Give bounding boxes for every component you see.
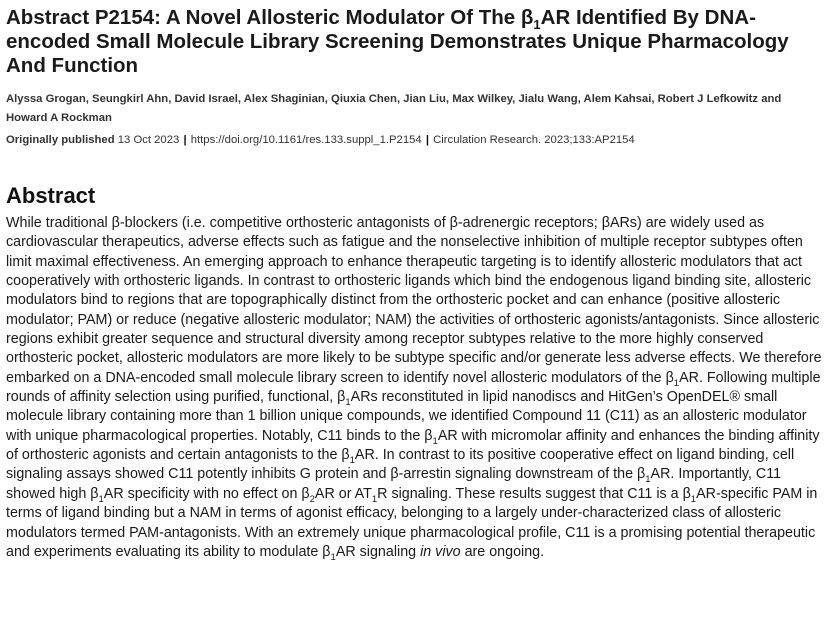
author-name[interactable]: Howard A Rockman <box>6 112 112 124</box>
article-title <box>6 6 821 78</box>
author-name[interactable]: Alex Shaginian <box>243 93 325 105</box>
subscript: 2 <box>309 493 315 505</box>
abstract-text: ARs reconstituted in lipid nanodiscs and HitGen’s OpenDEL® small molecule library containing more than 1 billion unique compounds, we identified Compound 11 (C11) as an allosteric modulator with unique pharmacological properties. Notably, C11 binds to the β <box>6 389 807 444</box>
author-list: Alyssa Grogan, Seungkirl Ahn, David Israel, Alex Shaginian, Qiuxia Chen, Jian Liu, Max Wilkey, Jialu Wang, Alem Kahsai, Robert J Lefkowitz and Howard A Rockman <box>6 93 782 124</box>
title-text-2: AR Identified By DNA-encoded Small Molecule Library Screening Demonstrates Unique Pharmacology And Function <box>6 6 789 77</box>
subscript: 1 <box>345 396 351 408</box>
title-subscript: 1 <box>533 17 541 33</box>
italic-text: in vivo <box>420 543 461 560</box>
author-name[interactable]: Jian Liu <box>403 93 446 105</box>
subscript: 1 <box>673 377 680 389</box>
subscript: 1 <box>432 435 438 447</box>
abstract-text: AR. Following multiple rounds of affinity selection using purified, functional, β <box>6 369 821 406</box>
published-date: 13 Oct 2023 <box>117 134 180 146</box>
abstract-text: AR with micromolar affinity and enhances the binding affinity of orthosteric agonists and certain antagonists to the β <box>6 427 820 464</box>
subscript: 1 <box>98 493 104 505</box>
author-name[interactable]: Jialu Wang <box>518 93 578 105</box>
author-name[interactable]: Robert J Lefkowitz <box>657 93 759 105</box>
title-text-1: Abstract P2154: A Novel Allosteric Modulator Of The β <box>6 6 534 29</box>
abstract-text: While traditional β-blockers (i.e. competitive orthosteric antagonists of β-adrenergic receptors; βARs) are widely used as cardiovascular therapeutics, adverse effects such as fatigue and the nonselective inhibition of multiple receptor subtypes often limit maximal effectiveness. An emerging approach to enhance therapeutic targeting is to identify allosteric modulators that act cooperatively with orthosteric ligands. In contrast to orthosteric ligands which bind the endogenous ligand binding site, allosteric modulators bind to regions that are topographically distinct from the orthosteric pocket and can enhance (positive allosteric modulator; PAM) or reduce (negative allosteric modulator; NAM) the activities of orthosteric agonists/antagonists. Since allosteric regions exhibit greater sequence and structural diversity among receptor subtypes relative to the more highly conserved orthosteric pocket, allosteric modulators are more likely to be subtype specific and/or generate less adverse effects. We therefore embarked on a DNA-encoded small molecule library screen to identify novel allosteric modulators of the β <box>6 215 822 386</box>
abstract-body <box>6 214 824 562</box>
abstract-text: R signaling. These results suggest that C11 is a β <box>377 485 691 502</box>
abstract-text: AR-specific PAM in terms of ligand binding but a NAM in terms of agonist efficacy, belonging to a largely under-characterized class of allosteric modulators termed PAM-antagonists. With an extremely unique pharmacological profile, C11 is a promising potential therapeutic and experiments evaluating its ability to modulate β <box>6 485 818 560</box>
subscript: 1 <box>330 551 336 563</box>
author-name[interactable]: David Israel <box>174 93 238 105</box>
abstract-text: AR or AT <box>314 485 372 502</box>
authors-joiner: and <box>761 93 782 105</box>
abstract-text: AR signaling <box>335 543 421 560</box>
publication-info <box>6 130 821 150</box>
subscript: 1 <box>645 474 651 486</box>
separator: | <box>183 134 187 146</box>
author-name[interactable]: Max Wilkey <box>452 93 513 105</box>
doi-link[interactable]: https://doi.org/10.1161/res.133.suppl_1.P2154 <box>190 134 422 146</box>
author-name[interactable]: Alyssa Grogan <box>6 93 86 105</box>
article-page <box>6 6 821 562</box>
author-name[interactable]: Seungkirl Ahn <box>92 93 169 105</box>
abstract-heading: Abstract <box>6 183 96 208</box>
published-label: Originally published <box>6 134 115 146</box>
abstract-text: AR specificity with no effect on β <box>103 485 310 502</box>
separator: | <box>425 134 429 146</box>
author-name[interactable]: Alem Kahsai <box>583 93 652 105</box>
abstract-text: are ongoing. <box>460 543 545 560</box>
abstract-text: AR. Importantly, C11 showed high β <box>6 466 782 502</box>
subscript: 1 <box>690 493 697 505</box>
author-name[interactable]: Qiuxia Chen <box>331 93 397 105</box>
subscript: 1 <box>349 454 355 466</box>
citation: Circulation Research. 2023;133:AP2154 <box>433 134 635 146</box>
subscript: 1 <box>371 493 378 505</box>
abstract-text: AR. In contrast to its positive cooperative effect on ligand binding, cell signaling assays showed C11 potently inhibits G protein and β-arrestin signaling downstream of the β <box>6 447 795 483</box>
